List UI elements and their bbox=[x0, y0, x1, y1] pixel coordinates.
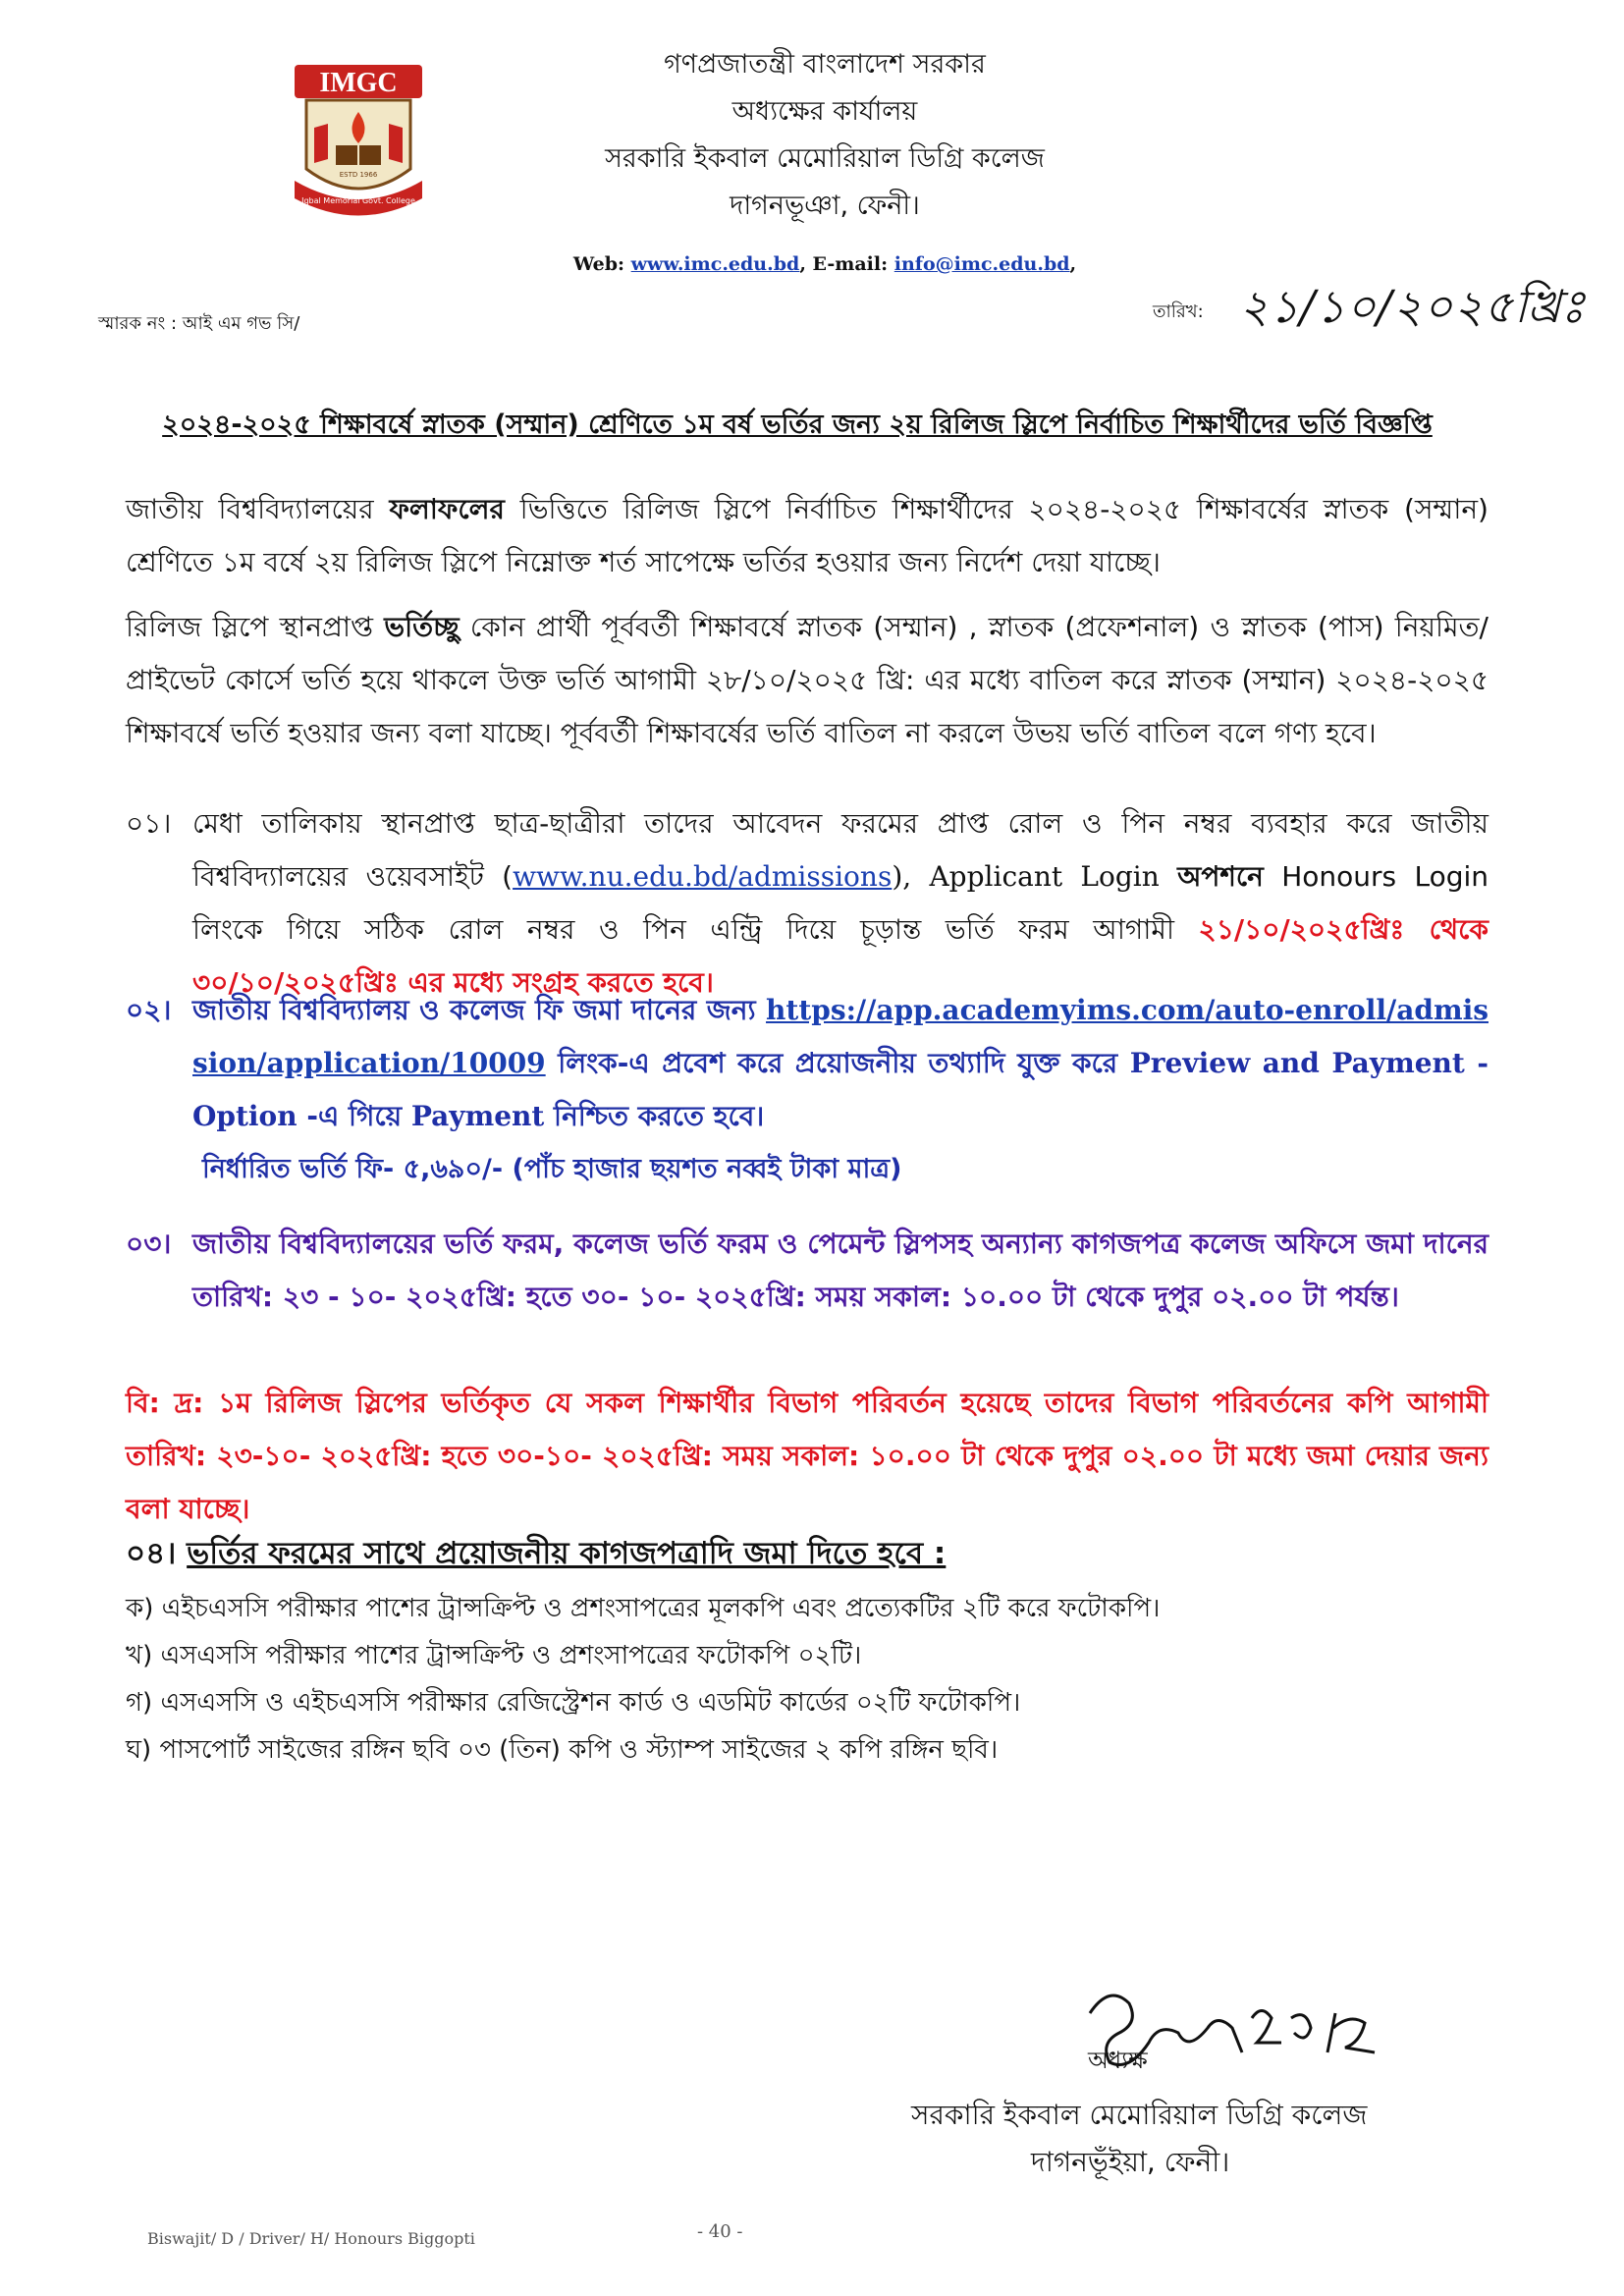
web-label: Web: bbox=[572, 253, 625, 275]
document-list bbox=[126, 1585, 1489, 1774]
item-2-text-a: জাতীয় বিশ্ববিদ্যালয় ও কলেজ ফি জমা দানের জন্য bbox=[192, 994, 767, 1026]
intro-bold: ফলাফলের bbox=[389, 493, 505, 525]
logo-ribbon: Iqbal Memorial Govt. College bbox=[301, 196, 415, 205]
item-2-text bbox=[192, 984, 1489, 1143]
header-government: গণপ্রজাতন্ত্রী বাংলাদেশ সরকার bbox=[664, 49, 986, 80]
email-label: , E-mail: bbox=[799, 253, 889, 275]
item-1-deadline: ২১/১০/২০২৫খ্রিঃ থেকে ৩০/১০/২০২৫খ্রিঃ এর মধ্যে সংগ্রহ করতে হবে। bbox=[192, 913, 1489, 999]
college-logo bbox=[285, 61, 432, 223]
section-4-title: ভর্তির ফরমের সাথে প্রয়োজনীয় কাগজপত্রাদি জমা দিতে হবে : bbox=[187, 1536, 947, 1571]
signatory-college: সরকারি ইকবাল মেমোরিয়াল ডিগ্রি কলেজ bbox=[911, 2099, 1368, 2131]
date-label: তারিখ: bbox=[1153, 301, 1204, 322]
condition-text-a: রিলিজ স্লিপে স্থানপ্রাপ্ত bbox=[126, 611, 385, 643]
memo-number: স্মারক নং : আই এম গভ সি/ bbox=[98, 313, 300, 334]
signatory-title: অধ্যক্ষ bbox=[1088, 2047, 1148, 2074]
date-handwritten: ২১/১০/২০২৫খ্রিঃ bbox=[1239, 280, 1586, 333]
condition-text-b: কোন প্রার্থী পূর্ববর্তী শিক্ষাবর্ষে স্নাতক (সম্মান) , স্নাতক (প্রফেশনাল) ও স্নাতক (পাস) নিয়মিত/ প্রাইভেট কোর্সে ভর্তি হয়ে থাকলে উক্ত ভর্তি আগামী ২৮/১০/২০২৫ খ্রি: এর মধ্যে বাতিল করে স্নাতক (সম্মান) ২০২৪-২০২৫ শিক্ষাবর্ষে ভর্তি হওয়ার জন্য বলা যাচ্ছে। পূর্ববর্তী শিক্ষাবর্ষের ভর্তি বাতিল না করলে উভয় ভর্তি বাতিল বলে গণ্য হবে। bbox=[126, 611, 1489, 749]
item-1-bold: অপশনে bbox=[1177, 860, 1264, 893]
item-1-text-c: Honours Login লিংকে গিয়ে সঠিক রোল নম্বর ও পিন এন্ট্রি দিয়ে চূড়ান্ত ভর্তি ফরম আগামী bbox=[192, 860, 1489, 946]
list-item: গ) এসএসসি ও এইচএসসি পরীক্ষার রেজিস্ট্রেশন কার্ড ও এডমিট কার্ডের ০২টি ফটোকপি। bbox=[126, 1688, 1021, 1718]
condition-paragraph bbox=[126, 601, 1489, 760]
admission-fee: নির্ধারিত ভর্তি ফি- ৫,৬৯০/- (পাঁচ হাজার ছয়শত নব্বই টাকা মাত্র) bbox=[202, 1154, 902, 1184]
special-note: বি: দ্র: ১ম রিলিজ স্লিপের ভর্তিকৃত যে সকল শিক্ষার্থীর বিভাগ পরিবর্তন হয়েছে তাদের বিভাগ পরিবর্তনের কপি আগামী তারিখ: ২৩-১০- ২০২৫খ্রি: হতে ৩০-১০- ২০২৫খ্রি: সময় সকাল: ১০.০০ টা থেকে দুপুর ০২.০০ টা মধ্যে জমা দেয়ার জন্য বলা যাচ্ছে। bbox=[126, 1387, 1489, 1525]
item-3-number: ০৩। bbox=[126, 1228, 172, 1260]
item-2-text-b: লিংক-এ প্রবেশ করে প্রয়োজনীয় তথ্যাদি যুক্ত করে bbox=[545, 1047, 1130, 1079]
logo-text: IMGC bbox=[319, 68, 398, 98]
contact-line bbox=[511, 253, 1139, 275]
item-1-text bbox=[192, 797, 1489, 1010]
item-1-text-b: ), Applicant Login bbox=[892, 860, 1178, 893]
nu-admission-link[interactable]: www.nu.edu.bd/admissions bbox=[513, 860, 893, 893]
website-link[interactable]: www.imc.edu.bd bbox=[630, 253, 800, 275]
intro-text-b: ভিত্তিতে রিলিজ স্লিপে নির্বাচিত শিক্ষার্থীদের ২০২৪-২০২৫ শিক্ষাবর্ষের স্নাতক (সম্মান) শ্রেণিতে ১ম বর্ষে ২য় রিলিজ স্লিপে নিম্নোক্ত শর্ত সাপেক্ষে ভর্তির হওয়ার জন্য নির্দেশ দেয়া যাচ্ছে। bbox=[126, 493, 1489, 578]
email-tail: , bbox=[1069, 253, 1077, 275]
item-2-text-c: -এ গিয়ে bbox=[297, 1100, 411, 1132]
item-2-option: Preview and Payment - Option bbox=[192, 1047, 1489, 1132]
payment-link[interactable]: https://app.academyims.com/auto-enroll/admission/application/10009 bbox=[192, 994, 1489, 1079]
item-3-text: জাতীয় বিশ্ববিদ্যালয়ের ভর্তি ফরম, কলেজ ভর্তি ফরম ও পেমেন্ট স্লিপসহ অন্যান্য কাগজপত্র কলেজ অফিসে জমা দানের তারিখ: ২৩ - ১০- ২০২৫খ্রি: হতে ৩০- ১০- ২০২৫খ্রি: সময় সকাল: ১০.০০ টা থেকে দুপুর ০২.০০ টা পর্যন্ত। bbox=[192, 1228, 1489, 1313]
list-item: খ) এসএসসি পরীক্ষার পাশের ট্রান্সক্রিপ্ট ও প্রশংসাপত্রের ফটোকপি ০২টি। bbox=[126, 1641, 862, 1670]
list-item: ক) এইচএসসি পরীক্ষার পাশের ট্রান্সক্রিপ্ট ও প্রশংসাপত্রের মূলকপি এবং প্রত্যেকটির ২টি করে ফটোকপি। bbox=[126, 1594, 1161, 1623]
header-location: দাগনভূঞা, ফেনী। bbox=[730, 191, 920, 221]
notice-title: ২০২৪-২০২৫ শিক্ষাবর্ষে স্নাতক (সম্মান) শ্রেণিতে ১ম বর্ষ ভর্তির জন্য ২য় রিলিজ স্লিপে নির্বাচিত শিক্ষার্থীদের ভর্তি বিজ্ঞপ্তি bbox=[162, 410, 1433, 440]
condition-bold: ভর্তিচ্ছু bbox=[384, 611, 460, 643]
item-1-number: ০১। bbox=[126, 807, 172, 840]
header-college: সরকারি ইকবাল মেমোরিয়াল ডিগ্রি কলেজ bbox=[605, 143, 1045, 174]
intro-paragraph bbox=[126, 483, 1489, 589]
item-2-text-d: নিশ্চিত করতে হবে। bbox=[544, 1100, 765, 1132]
header-office: অধ্যক্ষের কার্যালয় bbox=[731, 96, 918, 127]
page-number: - 40 - bbox=[697, 2221, 743, 2242]
intro-text-a: জাতীয় বিশ্ববিদ্যালয়ের bbox=[126, 493, 390, 525]
signatory-place: দাগনভূঁইয়া, ফেনী। bbox=[1031, 2146, 1230, 2178]
list-item: ঘ) পাসপোর্ট সাইজের রঙ্গিন ছবি ০৩ (তিন) কপি ও স্ট্যাম্প সাইজের ২ কপি রঙ্গিন ছবি। bbox=[126, 1735, 999, 1765]
email-link[interactable]: info@imc.edu.bd bbox=[893, 253, 1070, 275]
item-1-text-a: মেধা তালিকায় স্থানপ্রাপ্ত ছাত্র-ছাত্রীরা তাদের আবেদন ফরমের প্রাপ্ত রোল ও পিন নম্বর ব্যবহার করে জাতীয় বিশ্ববিদ্যালয়ের ওয়েবসাইট ( bbox=[192, 807, 1489, 893]
footer-reference: Biswajit/ D / Driver/ H/ Honours Biggopti bbox=[147, 2229, 475, 2248]
logo-year: ESTD 1966 bbox=[339, 171, 378, 179]
item-2-payment: Payment bbox=[410, 1100, 545, 1132]
item-2-number: ০২। bbox=[126, 994, 172, 1026]
section-4-number: ০৪। bbox=[126, 1536, 177, 1571]
section-4-heading bbox=[126, 1530, 946, 1581]
